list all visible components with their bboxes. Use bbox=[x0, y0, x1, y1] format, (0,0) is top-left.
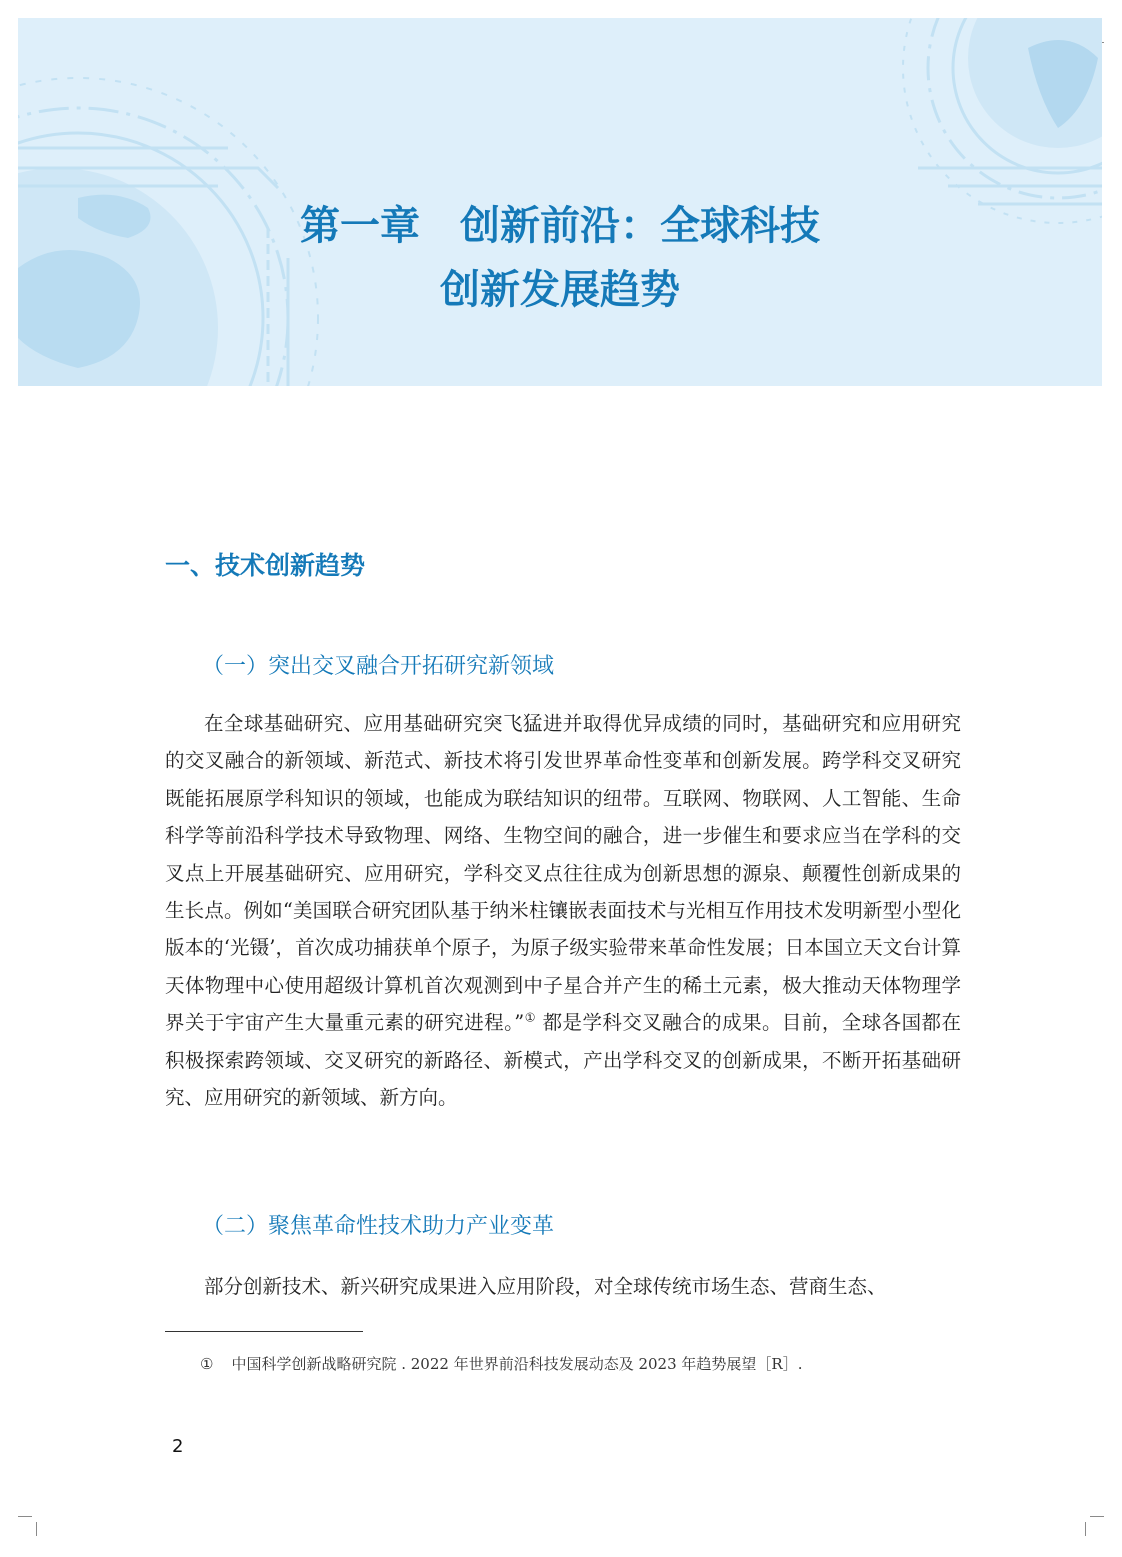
footnote bbox=[200, 1352, 802, 1376]
subsection-heading-1: （一）突出交叉融合开拓研究新领域 bbox=[202, 654, 555, 679]
crop-mark bbox=[1090, 1516, 1104, 1517]
body-paragraph-2: 部分创新技术、新兴研究成果进入应用阶段，对全球传统市场生态、营商生态、 bbox=[204, 1275, 887, 1298]
section-heading: 一、技术创新趋势 bbox=[165, 551, 366, 580]
footnote-divider bbox=[165, 1331, 363, 1332]
chapter-title-line2: 创新发展趋势 bbox=[440, 267, 680, 313]
body-paragraph-1 bbox=[165, 705, 961, 1116]
footnote-ref[interactable]: ① bbox=[524, 1010, 536, 1025]
chapter-banner bbox=[18, 18, 1102, 386]
page-number: 2 bbox=[172, 1436, 184, 1457]
crop-mark bbox=[1085, 1522, 1086, 1536]
footnote-mark: ① bbox=[200, 1355, 214, 1373]
crop-mark bbox=[36, 1522, 37, 1536]
chapter-title bbox=[18, 194, 1102, 322]
paragraph-text: 都是学科交叉融合的成果。目前，全球各国都在积极探索跨领域、交叉研究的新路径、新模式，产出学科交叉的创新成果，不断开拓基础研究、应用研究的新领域、新方向。 bbox=[165, 1011, 961, 1110]
subsection-heading-2: （二）聚焦革命性技术助力产业变革 bbox=[202, 1214, 555, 1239]
crop-mark bbox=[18, 1516, 32, 1517]
footnote-text: 中国科学创新战略研究院 . 2022 年世界前沿科技发展动态及 2023 年趋势展望［R］. bbox=[231, 1355, 803, 1373]
paragraph-text: 在全球基础研究、应用基础研究突飞猛进并取得优异成绩的同时，基础研究和应用研究的交叉融合的新领域、新范式、新技术将引发世界革命性变革和创新发展。跨学科交叉研究既能拓展原学科知识的领域，也能成为联结知识的纽带。互联网、物联网、人工智能、生命科学等前沿科学技术导致物理、网络、生物空间的融合，进一步催生和要求应当在学科的交叉点上开展基础研究、应用研究，学科交叉点往往成为创新思想的源泉、颠覆性创新成果的生长点。例如“美国联合研究团队基于纳米柱镶嵌表面技术与光相互作用技术发明新型小型化版本的‘光镊’，首次成功捕获单个原子，为原子级实验带来革命性发展；日本国立天文台计算天体物理中心使用超级计算机首次观测到中子星合并产生的稀土元素，极大推动天体物理学界关于宇宙产生大量重元素的研究进程。” bbox=[165, 712, 961, 1035]
chapter-title-line1: 第一章 创新前沿：全球科技 bbox=[300, 203, 820, 249]
